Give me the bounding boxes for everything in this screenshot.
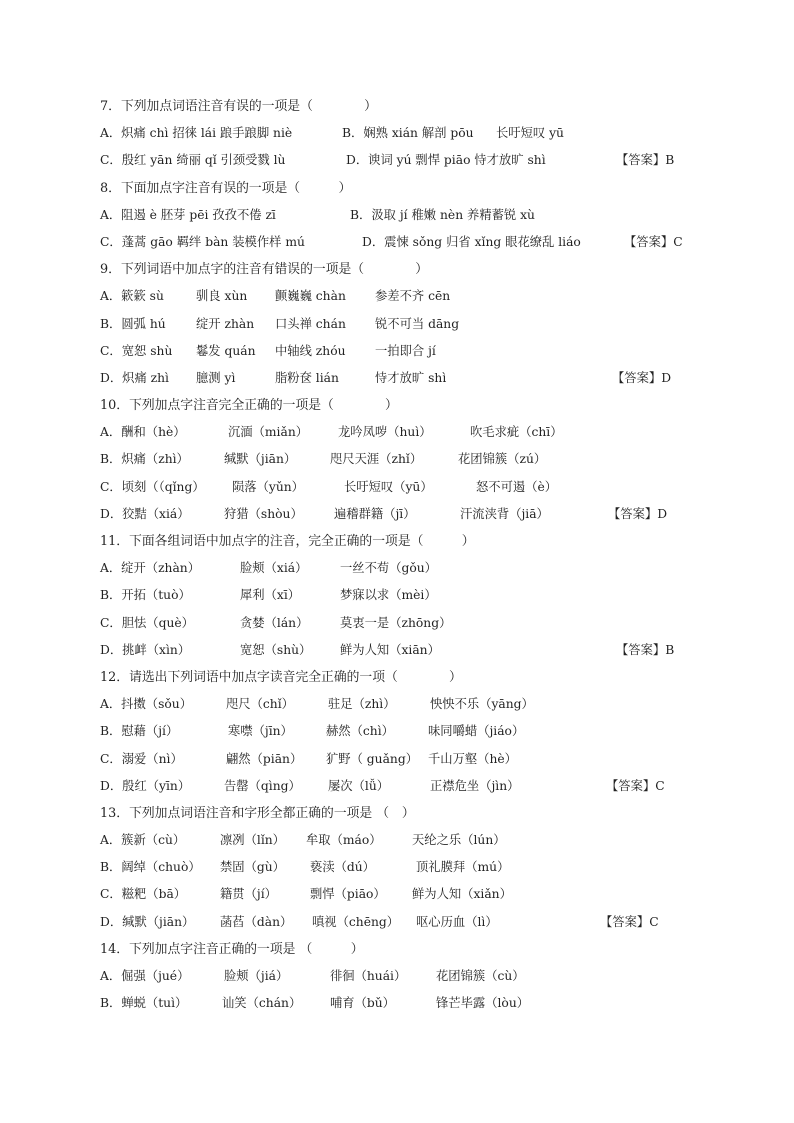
option-b: B．蝉蜕（tuì） [100, 996, 188, 1011]
option-word: 咫尺天涯（zhǐ） [330, 452, 423, 467]
option-b: B．慰藉（jí） [100, 724, 179, 739]
answer-label: 【答案】C [606, 778, 665, 793]
option-row [100, 963, 760, 990]
option-d: D．震悚 sǒng 归省 xǐng 眼花缭乱 liáo [362, 234, 581, 249]
option-c: C．胆怯（què） [100, 615, 194, 630]
option-word: 徘徊（huái） [330, 969, 407, 983]
option-word: 籍贯（jí） [220, 887, 277, 902]
option-word: 顶礼膜拜（mú） [416, 860, 510, 875]
option-b: B．开拓（tuò） [100, 588, 191, 603]
question-stem: 7．下列加点词语注音有误的一项是（ ） [100, 99, 377, 114]
option-row [100, 582, 760, 609]
option-word: 怏怏不乐（yāng） [430, 697, 534, 712]
option-row [100, 365, 760, 392]
option-word: 嗔视（chēng） [312, 914, 400, 929]
option-b: B．阔绰（chuò） [100, 860, 201, 875]
option-word: 锐不可当 dāng [375, 316, 460, 331]
option-word: 梦寐以求（mèi） [340, 588, 437, 603]
option-row [100, 990, 760, 1017]
option-word: 狩猎（shòu） [224, 506, 303, 521]
option-word: 千山万壑（hè） [428, 751, 517, 766]
option-row [100, 555, 760, 582]
option-row [100, 746, 760, 773]
option-word: 咫尺（chǐ） [226, 697, 294, 712]
question-stem: 10．下列加点字注音完全正确的一项是（ ） [100, 398, 398, 414]
option-d: D．狡黠（xiá） [100, 506, 190, 521]
option-word: 贪婪（lán） [240, 615, 309, 630]
option-a: A．阻遏 è 胚芽 pēi 孜孜不倦 zī [100, 207, 276, 222]
option-word: 牟取（máo） [306, 833, 382, 848]
option-word: 寒噤（jīn） [228, 724, 293, 739]
option-word: 臆测 yì [196, 370, 236, 385]
option-word: 剽悍（piāo） [310, 887, 386, 902]
option-row [100, 419, 760, 446]
option-word: 驻足（zhì） [328, 697, 396, 712]
option-row [100, 120, 760, 147]
option-a: A．绽开（zhàn） [100, 561, 201, 576]
option-word: 味同嚼蜡（jiáo） [428, 724, 525, 739]
option-row [100, 229, 760, 256]
option-d: D．殷红（yīn） [100, 778, 191, 793]
question-stem: 13．下列加点词语注音和字形全都正确的一项是 （ ） [100, 805, 415, 821]
option-d: D．谀词 yú 剽悍 piāo 恃才放旷 shì [346, 153, 546, 168]
option-row [100, 637, 760, 664]
option-word: 怒不可遏（è） [476, 479, 558, 494]
option-word: 呕心历血（lì） [416, 914, 498, 929]
option-word: 告罄（qìng） [224, 778, 301, 793]
option-word: 菡萏（dàn） [220, 914, 293, 929]
option-a: A．簇新（cù） [100, 833, 186, 848]
option-row [100, 773, 760, 800]
option-word: 花团锦簇（zú） [458, 452, 547, 467]
question-stem: 12．请选出下列词语中加点字读音完全正确的一项（ ） [100, 669, 462, 685]
option-word: 花团锦簇（cù） [436, 969, 525, 983]
option-word: 绽开 zhàn [196, 316, 255, 331]
question-stem: 9．下列词语中加点字的注音有错误的一项是（ ） [100, 262, 429, 278]
option-b: B．娴熟 xián 解剖 pōu [342, 126, 474, 141]
option-word: 锋芒毕露（lòu） [436, 996, 530, 1011]
option-a: A．炽痛 chì 招徕 lái 踉手踉脚 niè [100, 126, 293, 141]
option-c: C．糍粑（bā） [100, 887, 187, 902]
option-word: 中轴线 zhóu [275, 343, 346, 358]
option-word: 一丝不苟（gǒu） [340, 561, 437, 576]
option-row [100, 474, 760, 501]
option-word: 长吁短叹（yū） [344, 479, 433, 494]
option-word: 莫衷一是（zhōng） [340, 615, 452, 630]
answer-label: 【答案】C [624, 234, 683, 249]
option-word: 屡次（lǚ） [328, 778, 390, 793]
option-word: 陨落（yǔn） [232, 479, 304, 494]
option-word: 犀利（xī） [240, 588, 301, 603]
option-d: D．挑衅（xìn） [100, 642, 191, 657]
option-b: B．汲取 jí 稚嫩 nèn 养精蓄锐 xù [350, 207, 535, 222]
option-word: 驯良 xùn [196, 289, 248, 304]
option-row [100, 909, 760, 936]
option-word: 鲜为人知（xiān） [340, 642, 440, 657]
option-c: C．溺爱（nì） [100, 751, 183, 766]
option-word: 禁固（gù） [220, 860, 285, 875]
question-stem: 11．下面各组词语中加点字的注音，完全正确的一项是（ ） [100, 534, 475, 549]
option-row [100, 311, 760, 338]
option-word: 天纶之乐（lún） [412, 833, 506, 848]
option-b: B．圆弧 hú [100, 316, 166, 331]
option-word: 遍稽群籍（jī） [334, 506, 416, 521]
option-word: 吹毛求疵（chī） [470, 425, 563, 440]
option-row [100, 147, 760, 174]
option-word: 凛冽（lǐn） [220, 833, 285, 848]
option-row [100, 283, 760, 310]
option-word: 颤巍巍 chàn [275, 289, 346, 304]
option-row [100, 202, 760, 229]
option-d: D．炽痛 zhì [100, 370, 169, 385]
option-word: 犷野（ guǎng） [326, 751, 419, 766]
option-b-extra: 长吁短叹 yū [496, 126, 564, 141]
option-word: 鬈发 quán [196, 343, 256, 358]
option-row [100, 718, 760, 745]
question-stem: 8．下面加点字注音有误的一项是（ ） [100, 180, 352, 196]
option-row [100, 854, 760, 881]
option-word: 正襟危坐（jìn） [430, 778, 520, 793]
option-word: 沉湎（miǎn） [228, 425, 309, 440]
option-word: 宽恕（shù） [240, 642, 312, 657]
option-a: A．簌簌 sù [100, 289, 164, 304]
option-row [100, 446, 760, 473]
option-word: 口头禅 chán [275, 316, 346, 331]
option-row [100, 501, 760, 528]
option-row [100, 827, 760, 854]
option-c: C．顷刻（（qǐng） [100, 479, 205, 494]
option-a: A．抖擞（sǒu） [100, 697, 192, 712]
option-b: B．炽痛（zhì） [100, 452, 189, 467]
option-c: C．宽恕 shù [100, 343, 173, 358]
option-word: 恃才放旷 shì [375, 370, 447, 385]
option-word: 鲜为人知（xiǎn） [412, 887, 512, 902]
option-c: C．殷红 yān 绮丽 qǐ 引颈受戮 lù [100, 153, 286, 168]
option-word: 汗流浃背（jiā） [460, 506, 549, 521]
option-word: 参差不齐 cēn [375, 289, 451, 304]
option-word: 亵渎（dú） [310, 860, 375, 875]
document-page [100, 93, 760, 1017]
option-word: 翩然（piān） [226, 751, 303, 766]
option-word: 脸颊（jiá） [224, 969, 289, 983]
option-word: 哺育（bǔ） [330, 996, 395, 1011]
option-row [100, 338, 760, 365]
question-stem: 14．下列加点字注音正确的一项是 （ ） [100, 941, 364, 957]
option-word: 脸颊（xiá） [240, 561, 308, 576]
option-word: 脂粉奁 lián [275, 370, 339, 385]
option-row [100, 610, 760, 637]
option-word: 一拍即合 jí [375, 343, 436, 358]
answer-label: 【答案】C [600, 914, 659, 929]
option-c: C．蓬蒿 gāo 羁绊 bàn 装模作样 mú [100, 234, 305, 249]
option-word: 龙吟凤哕（huì） [338, 425, 432, 440]
option-a: A．倔强（jué） [100, 969, 190, 983]
answer-label: 【答案】B [616, 153, 675, 168]
option-a: A．酬和（hè） [100, 425, 186, 440]
answer-label: 【答案】B [616, 642, 675, 657]
option-word: 讪笑（chán） [222, 996, 302, 1011]
option-word: 赫然（chì） [326, 724, 394, 739]
option-word: 缄默（jiān） [224, 452, 297, 467]
option-d: D．缄默（jiān） [100, 914, 195, 929]
answer-label: 【答案】D [612, 370, 672, 385]
answer-label: 【答案】D [608, 506, 668, 521]
option-row [100, 691, 760, 718]
option-row [100, 881, 760, 908]
